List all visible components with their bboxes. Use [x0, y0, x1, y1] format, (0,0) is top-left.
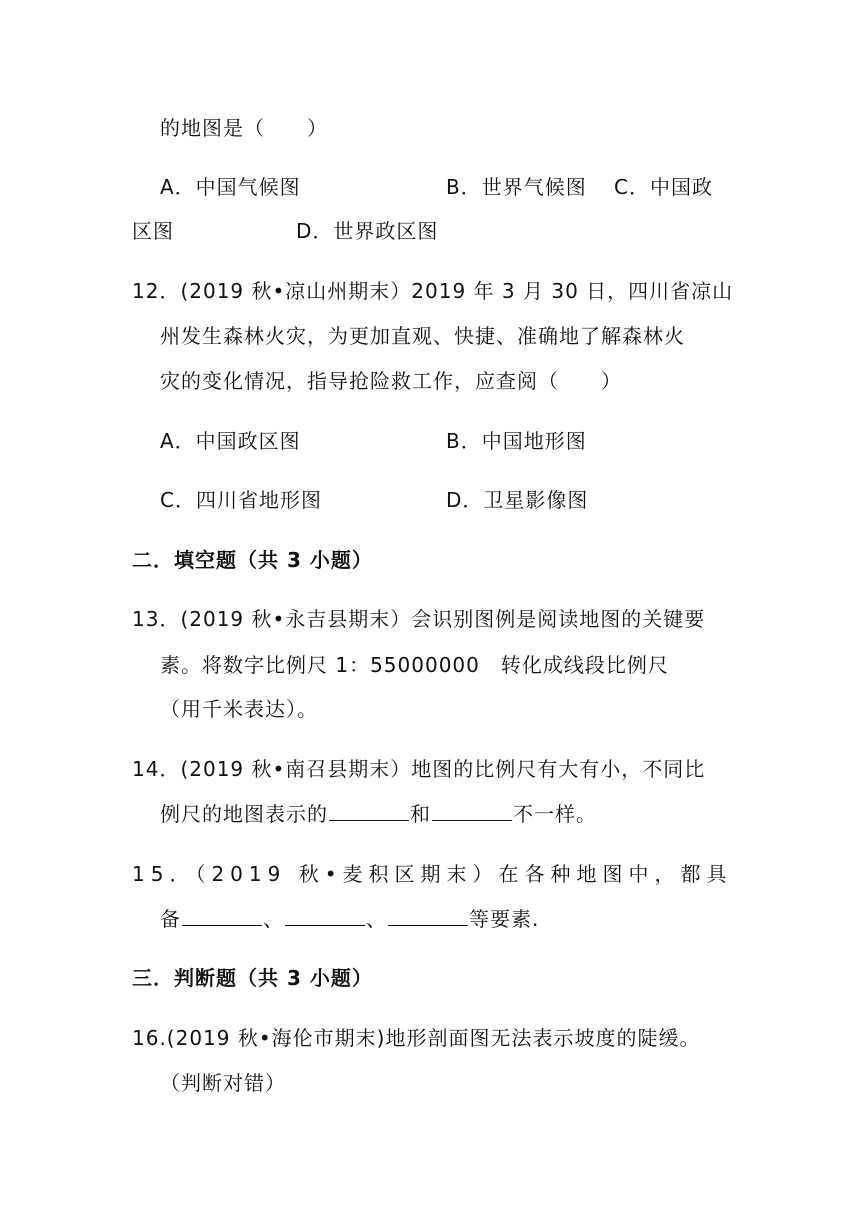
q15-separator-2: 、 [366, 907, 387, 931]
q12-stem-line-1: 12．(2019 秋•凉山州期末）2019 年 3 月 30 日，四川省凉山 [132, 279, 734, 303]
q11-stem-continuation: 的地图是（ ） [160, 116, 328, 140]
q15-text-part-2: 等要素. [469, 907, 540, 931]
q14-text-part-2: 和 [410, 802, 431, 826]
q15-answer-blank-3[interactable] [388, 905, 468, 926]
q11-option-c-continuation: 区图 [132, 219, 174, 243]
q11-option-c: C．中国政 [614, 175, 713, 199]
q14-answer-blank-2[interactable] [432, 800, 512, 821]
q16-stem-line-2: （判断对错） [160, 1071, 286, 1095]
q12-option-a: A．中国政区图 [160, 429, 301, 453]
section-3-heading: 三．判断题（共 3 小题） [132, 966, 373, 990]
q13-stem-line-3: （用千米表达）。 [160, 697, 318, 721]
q12-option-b: B．中国地形图 [446, 429, 587, 453]
q15-answer-blank-2[interactable] [285, 905, 365, 926]
q16-stem-line-1: 16.(2019 秋•海伦市期末)地形剖面图无法表示坡度的陡缓。 [132, 1026, 701, 1050]
q13-stem-line-2: 素。将数字比例尺 1：55000000 转化成线段比例尺 [160, 653, 669, 677]
q15-separator-1: 、 [263, 907, 284, 931]
q14-answer-blank-1[interactable] [329, 800, 409, 821]
section-2-heading: 二．填空题（共 3 小题） [132, 548, 373, 572]
q15-stem-line-1: 15．（2019 秋•麦积区期末）在各种地图中，都具 [132, 862, 733, 886]
q15-text-part-1: 备 [160, 907, 181, 931]
q11-option-d: D．世界政区图 [296, 219, 439, 243]
q12-option-d: D．卫星影像图 [446, 488, 589, 512]
q14-stem-line-2 [160, 800, 597, 828]
q12-stem-line-2: 州发生森林火灾，为更加直观、快捷、准确地了解森林火 [160, 324, 685, 348]
q14-text-part-3: 不一样。 [513, 802, 597, 826]
q15-answer-blank-1[interactable] [182, 905, 262, 926]
q11-option-b: B．世界气候图 [446, 175, 587, 199]
q12-option-c: C．四川省地形图 [160, 488, 322, 512]
q14-stem-line-1: 14．(2019 秋•南召县期末）地图的比例尺有大有小，不同比 [132, 757, 706, 781]
q11-option-a: A．中国气候图 [160, 175, 301, 199]
q15-stem-line-2 [160, 905, 539, 933]
q14-text-part-1: 例尺的地图表示的 [160, 802, 328, 826]
q12-stem-line-3: 灾的变化情况，指导抢险救工作，应查阅（ ） [160, 369, 622, 393]
q13-stem-line-1: 13．(2019 秋•永吉县期末）会识别图例是阅读地图的关键要 [132, 607, 706, 631]
